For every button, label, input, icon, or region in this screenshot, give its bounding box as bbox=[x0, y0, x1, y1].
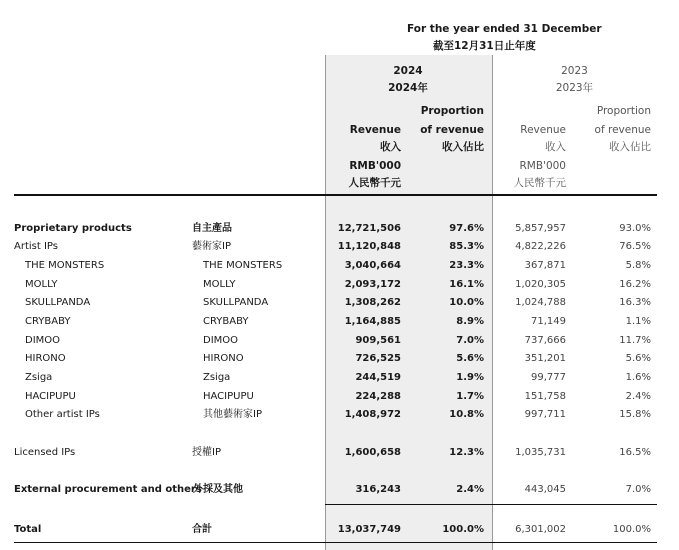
prop-2023-zh: 收入佔比 bbox=[609, 141, 651, 153]
table-row bbox=[0, 295, 679, 310]
table-row bbox=[0, 314, 679, 329]
table-row bbox=[0, 333, 679, 348]
revenue-2024: 2,093,172 bbox=[344, 279, 401, 290]
table-row bbox=[0, 389, 679, 404]
revenue-2024: 316,243 bbox=[355, 484, 401, 495]
revenue-2024: 11,120,848 bbox=[337, 241, 401, 252]
table-row bbox=[0, 221, 679, 236]
revenue-2023: 997,711 bbox=[524, 409, 566, 420]
revenue-2024: 1,600,658 bbox=[344, 447, 401, 458]
proportion-2023: 16.3% bbox=[619, 297, 651, 308]
row-label-zh: HACIPUPU bbox=[203, 391, 254, 402]
revenue-2023: 4,822,226 bbox=[515, 241, 566, 252]
proportion-2023: 11.7% bbox=[619, 335, 651, 346]
row-label-zh: 其他藝術家IP bbox=[203, 409, 262, 420]
proportion-2024: 7.0% bbox=[456, 335, 484, 346]
row-label-en: HACIPUPU bbox=[25, 391, 76, 402]
row-label-zh: 外採及其他 bbox=[193, 484, 243, 495]
year-2023-zh-label: 2023年 bbox=[555, 82, 594, 94]
revenue-2023: 151,758 bbox=[524, 391, 566, 402]
row-label-zh: SKULLPANDA bbox=[203, 297, 269, 308]
revenue-2024: 1,308,262 bbox=[344, 297, 401, 308]
proportion-2023: 76.5% bbox=[619, 241, 651, 252]
row-label-en: Licensed IPs bbox=[14, 447, 76, 458]
row-label-zh: CRYBABY bbox=[203, 316, 249, 327]
revenue-2023: 71,149 bbox=[531, 316, 566, 327]
proportion-2024: 16.1% bbox=[449, 279, 484, 290]
table-row bbox=[0, 277, 679, 292]
proportion-2024: 23.3% bbox=[449, 260, 484, 271]
table-row bbox=[0, 370, 679, 385]
proportion-2024: 1.9% bbox=[456, 372, 484, 383]
prop-2024-l2: of revenue bbox=[420, 124, 484, 136]
header-rule bbox=[14, 194, 657, 196]
proportion-2023: 100.0% bbox=[612, 524, 651, 535]
row-label-en: CRYBABY bbox=[25, 316, 71, 327]
total-rule bbox=[14, 542, 657, 543]
unit-2023: RMB'000 bbox=[519, 160, 566, 172]
proportion-2023: 1.1% bbox=[625, 316, 651, 327]
year-2024-zh-label: 2024年 bbox=[388, 82, 428, 94]
proportion-2024: 1.7% bbox=[456, 391, 484, 402]
row-label-en: DIMOO bbox=[25, 335, 61, 346]
proportion-2023: 93.0% bbox=[619, 223, 651, 234]
rev-2024-zh: 收入 bbox=[380, 141, 401, 153]
row-label-en: MOLLY bbox=[25, 279, 58, 290]
row-label-en: Total bbox=[14, 524, 42, 535]
rev-2023-zh: 收入 bbox=[545, 141, 566, 153]
unit-2023-zh: 人民幣千元 bbox=[513, 177, 566, 189]
row-label-en: Zsiga bbox=[25, 372, 53, 383]
revenue-2023: 99,777 bbox=[531, 372, 566, 383]
proportion-2023: 16.5% bbox=[619, 447, 651, 458]
revenue-2023: 6,301,002 bbox=[515, 524, 566, 535]
row-label-zh: HIRONO bbox=[203, 353, 244, 364]
proportion-2023: 5.6% bbox=[625, 353, 651, 364]
row-label-zh: 合計 bbox=[192, 524, 212, 535]
row-label-zh: 自主產品 bbox=[192, 223, 232, 234]
row-label-en: Proprietary products bbox=[14, 223, 132, 234]
proportion-2023: 5.8% bbox=[625, 260, 651, 271]
revenue-2024: 726,525 bbox=[355, 353, 401, 364]
table-row bbox=[0, 482, 679, 497]
row-label-zh: Zsiga bbox=[203, 372, 231, 383]
row-label-en: External procurement and others bbox=[14, 484, 202, 495]
table-row bbox=[0, 407, 679, 422]
revenue-2023: 737,666 bbox=[524, 335, 566, 346]
proportion-2024: 5.6% bbox=[456, 353, 484, 364]
year-2023-label: 2023 bbox=[561, 65, 588, 77]
year-2024-label: 2024 bbox=[393, 65, 423, 77]
row-label-en: THE MONSTERS bbox=[25, 260, 105, 271]
revenue-2023: 367,871 bbox=[524, 260, 566, 271]
prop-2024-zh: 收入佔比 bbox=[442, 141, 484, 153]
row-label-zh: 藝術家IP bbox=[192, 241, 231, 252]
row-label-en: SKULLPANDA bbox=[25, 297, 91, 308]
proportion-2023: 16.2% bbox=[619, 279, 651, 290]
table-row bbox=[0, 351, 679, 366]
proportion-2024: 2.4% bbox=[456, 484, 484, 495]
revenue-2024: 3,040,664 bbox=[344, 260, 401, 271]
revenue-2023: 1,024,788 bbox=[515, 297, 566, 308]
proportion-2024: 10.8% bbox=[449, 409, 484, 420]
revenue-2023: 443,045 bbox=[524, 484, 566, 495]
revenue-2024: 224,288 bbox=[355, 391, 401, 402]
row-label-zh: THE MONSTERS bbox=[203, 260, 283, 271]
revenue-2023: 1,020,305 bbox=[515, 279, 566, 290]
rev-2023: Revenue bbox=[520, 124, 566, 136]
revenue-2024: 12,721,506 bbox=[337, 223, 401, 234]
row-label-en: Artist IPs bbox=[14, 241, 58, 252]
prop-2023-l1: Proportion bbox=[596, 105, 651, 117]
row-label-zh: DIMOO bbox=[203, 335, 239, 346]
revenue-2023: 1,035,731 bbox=[515, 447, 566, 458]
period-title-en: For the year ended 31 December bbox=[407, 23, 602, 35]
proportion-2024: 85.3% bbox=[449, 241, 484, 252]
table-row bbox=[0, 258, 679, 273]
row-label-zh: MOLLY bbox=[203, 279, 236, 290]
row-label-zh: 授權IP bbox=[192, 447, 221, 458]
subtotal-rule bbox=[325, 504, 657, 505]
proportion-2024: 100.0% bbox=[442, 524, 484, 535]
proportion-2023: 15.8% bbox=[619, 409, 651, 420]
table-row bbox=[0, 239, 679, 254]
proportion-2024: 8.9% bbox=[456, 316, 484, 327]
proportion-2023: 1.6% bbox=[625, 372, 651, 383]
prop-2023-l2: of revenue bbox=[594, 124, 651, 136]
rev-2024: Revenue bbox=[349, 124, 401, 136]
proportion-2024: 10.0% bbox=[449, 297, 484, 308]
row-label-en: HIRONO bbox=[25, 353, 66, 364]
proportion-2024: 12.3% bbox=[449, 447, 484, 458]
revenue-2023: 5,857,957 bbox=[515, 223, 566, 234]
period-title-zh: 截至12月31日止年度 bbox=[433, 40, 536, 52]
revenue-2023: 351,201 bbox=[524, 353, 566, 364]
revenue-2024: 1,408,972 bbox=[344, 409, 401, 420]
table-row bbox=[0, 445, 679, 460]
revenue-2024: 909,561 bbox=[355, 335, 401, 346]
proportion-2023: 2.4% bbox=[625, 391, 651, 402]
table-row-total bbox=[0, 522, 679, 537]
row-label-en: Other artist IPs bbox=[25, 409, 100, 420]
proportion-2024: 97.6% bbox=[449, 223, 484, 234]
proportion-2023: 7.0% bbox=[625, 484, 651, 495]
revenue-2024: 1,164,885 bbox=[344, 316, 401, 327]
unit-2024: RMB'000 bbox=[349, 160, 401, 172]
revenue-2024: 13,037,749 bbox=[337, 524, 401, 535]
unit-2024-zh: 人民幣千元 bbox=[348, 177, 401, 189]
prop-2024-l1: Proportion bbox=[420, 105, 484, 117]
revenue-2024: 244,519 bbox=[355, 372, 401, 383]
